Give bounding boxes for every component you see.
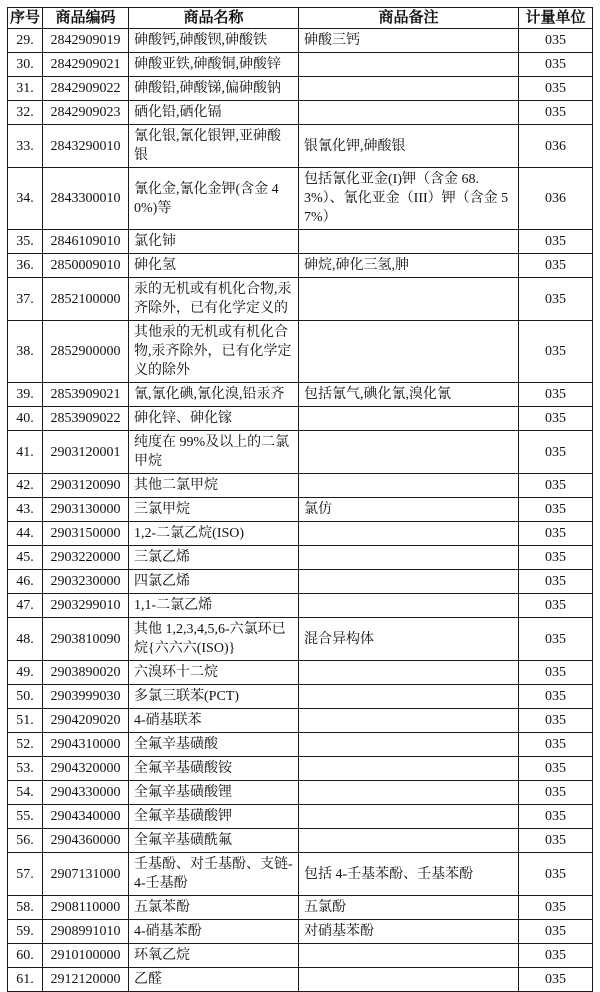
- cell-serial-number: 29.: [8, 29, 43, 53]
- cell-commodity-remark: [299, 805, 519, 829]
- cell-serial-number: 45.: [8, 546, 43, 570]
- cell-commodity-code: 2852100000: [43, 278, 129, 321]
- table-row: [8, 920, 593, 944]
- cell-commodity-remark: [299, 757, 519, 781]
- table-row: [8, 853, 593, 896]
- cell-unit: 035: [519, 101, 593, 125]
- cell-commodity-code: 2903120001: [43, 431, 129, 474]
- cell-commodity-remark: [299, 77, 519, 101]
- cell-commodity-code: 2904310000: [43, 733, 129, 757]
- cell-commodity-remark: [299, 709, 519, 733]
- table-row: [8, 168, 593, 230]
- cell-commodity-name: 全氟辛基磺酸钾: [129, 805, 299, 829]
- cell-commodity-name: 全氟辛基磺酸: [129, 733, 299, 757]
- table-row: [8, 968, 593, 992]
- cell-serial-number: 60.: [8, 944, 43, 968]
- cell-commodity-code: 2842909021: [43, 53, 129, 77]
- cell-commodity-remark: [299, 474, 519, 498]
- cell-commodity-code: 2904209020: [43, 709, 129, 733]
- table-header: [8, 8, 593, 29]
- cell-commodity-name: 硒化铅,硒化镉: [129, 101, 299, 125]
- cell-commodity-name: 氰化银,氰化银钾,亚砷酸银: [129, 125, 299, 168]
- cell-commodity-name: 全氟辛基磺酰氟: [129, 829, 299, 853]
- cell-commodity-code: 2908991010: [43, 920, 129, 944]
- header-commodity-remark: 商品备注: [299, 8, 519, 29]
- table-row: [8, 321, 593, 383]
- cell-commodity-code: 2903230000: [43, 570, 129, 594]
- cell-commodity-name: 全氟辛基磺酸铵: [129, 757, 299, 781]
- cell-unit: 035: [519, 570, 593, 594]
- cell-commodity-name: 壬基酚、对壬基酚、支链-4-壬基酚: [129, 853, 299, 896]
- cell-commodity-name: 三氯甲烷: [129, 498, 299, 522]
- cell-commodity-name: 4-硝基联苯: [129, 709, 299, 733]
- cell-commodity-remark: 包括 4-壬基苯酚、壬基苯酚: [299, 853, 519, 896]
- cell-unit: 035: [519, 77, 593, 101]
- header-unit: 计量单位: [519, 8, 593, 29]
- cell-commodity-name: 氰,氰化碘,氰化溴,铅汞齐: [129, 383, 299, 407]
- cell-commodity-name: 六溴环十二烷: [129, 661, 299, 685]
- cell-commodity-code: 2903150000: [43, 522, 129, 546]
- cell-commodity-remark: 混合异构体: [299, 618, 519, 661]
- cell-serial-number: 54.: [8, 781, 43, 805]
- cell-serial-number: 61.: [8, 968, 43, 992]
- cell-serial-number: 33.: [8, 125, 43, 168]
- cell-commodity-code: 2842909023: [43, 101, 129, 125]
- table-row: [8, 407, 593, 431]
- table-row: [8, 829, 593, 853]
- cell-serial-number: 59.: [8, 920, 43, 944]
- cell-serial-number: 47.: [8, 594, 43, 618]
- cell-serial-number: 49.: [8, 661, 43, 685]
- table-row: [8, 805, 593, 829]
- cell-serial-number: 48.: [8, 618, 43, 661]
- cell-commodity-name: 纯度在 99%及以上的二氯甲烷: [129, 431, 299, 474]
- cell-commodity-code: 2903810090: [43, 618, 129, 661]
- cell-unit: 035: [519, 829, 593, 853]
- cell-serial-number: 32.: [8, 101, 43, 125]
- cell-unit: 035: [519, 53, 593, 77]
- table-row: [8, 53, 593, 77]
- cell-unit: 035: [519, 709, 593, 733]
- table-row: [8, 570, 593, 594]
- cell-serial-number: 41.: [8, 431, 43, 474]
- cell-unit: 035: [519, 431, 593, 474]
- cell-commodity-remark: [299, 781, 519, 805]
- cell-unit: 035: [519, 474, 593, 498]
- cell-commodity-code: 2910100000: [43, 944, 129, 968]
- cell-unit: 035: [519, 383, 593, 407]
- cell-unit: 035: [519, 254, 593, 278]
- table-row: [8, 546, 593, 570]
- cell-commodity-remark: [299, 230, 519, 254]
- cell-commodity-code: 2907131000: [43, 853, 129, 896]
- cell-commodity-code: 2842909019: [43, 29, 129, 53]
- cell-unit: 035: [519, 896, 593, 920]
- cell-commodity-remark: 包括氰化亚金(I)钾（含金 68.3%）、氰化亚金（III）钾（含金 57%）: [299, 168, 519, 230]
- table-row: [8, 709, 593, 733]
- cell-commodity-remark: [299, 685, 519, 709]
- cell-commodity-remark: [299, 522, 519, 546]
- table-row: [8, 431, 593, 474]
- cell-commodity-remark: [299, 53, 519, 77]
- table-row: [8, 125, 593, 168]
- table-row: [8, 101, 593, 125]
- cell-commodity-code: 2850009010: [43, 254, 129, 278]
- cell-serial-number: 56.: [8, 829, 43, 853]
- cell-commodity-name: 四氯乙烯: [129, 570, 299, 594]
- cell-unit: 035: [519, 661, 593, 685]
- cell-serial-number: 43.: [8, 498, 43, 522]
- table-row: [8, 522, 593, 546]
- cell-commodity-name: 氰化金,氰化金钾(含金 40%)等: [129, 168, 299, 230]
- cell-unit: 035: [519, 29, 593, 53]
- cell-commodity-name: 1,1-二氯乙烯: [129, 594, 299, 618]
- table-row: [8, 474, 593, 498]
- cell-commodity-name: 砷化锌、砷化镓: [129, 407, 299, 431]
- cell-commodity-code: 2853909022: [43, 407, 129, 431]
- header-commodity-name: 商品名称: [129, 8, 299, 29]
- cell-commodity-remark: 对硝基苯酚: [299, 920, 519, 944]
- table-row: [8, 230, 593, 254]
- cell-unit: 035: [519, 920, 593, 944]
- cell-commodity-code: 2842909022: [43, 77, 129, 101]
- cell-commodity-code: 2903299010: [43, 594, 129, 618]
- cell-commodity-name: 砷酸钙,砷酸钡,砷酸铁: [129, 29, 299, 53]
- cell-unit: 035: [519, 407, 593, 431]
- cell-commodity-name: 汞的无机或有机化合物,汞齐除外，已有化学定义的: [129, 278, 299, 321]
- cell-commodity-name: 其他 1,2,3,4,5,6-六氯环已烷{六六六(ISO)}: [129, 618, 299, 661]
- cell-commodity-name: 多氯三联苯(PCT): [129, 685, 299, 709]
- cell-serial-number: 58.: [8, 896, 43, 920]
- cell-commodity-code: 2904330000: [43, 781, 129, 805]
- cell-commodity-code: 2852900000: [43, 321, 129, 383]
- cell-serial-number: 51.: [8, 709, 43, 733]
- cell-commodity-remark: [299, 661, 519, 685]
- cell-commodity-remark: 银氰化钾,砷酸银: [299, 125, 519, 168]
- cell-commodity-code: 2843290010: [43, 125, 129, 168]
- cell-unit: 035: [519, 278, 593, 321]
- cell-commodity-code: 2903120090: [43, 474, 129, 498]
- cell-serial-number: 50.: [8, 685, 43, 709]
- cell-commodity-remark: [299, 570, 519, 594]
- cell-serial-number: 52.: [8, 733, 43, 757]
- cell-unit: 035: [519, 546, 593, 570]
- table-row: [8, 757, 593, 781]
- cell-serial-number: 57.: [8, 853, 43, 896]
- cell-commodity-remark: 砷酸三钙: [299, 29, 519, 53]
- cell-commodity-remark: [299, 944, 519, 968]
- cell-commodity-code: 2912120000: [43, 968, 129, 992]
- cell-commodity-name: 氯化铈: [129, 230, 299, 254]
- cell-commodity-code: 2843300010: [43, 168, 129, 230]
- cell-commodity-name: 五氯苯酚: [129, 896, 299, 920]
- header-commodity-code: 商品编码: [43, 8, 129, 29]
- cell-commodity-code: 2903220000: [43, 546, 129, 570]
- cell-commodity-name: 全氟辛基磺酸锂: [129, 781, 299, 805]
- cell-commodity-name: 1,2-二氯乙烷(ISO): [129, 522, 299, 546]
- cell-commodity-name: 砷酸亚铁,砷酸铜,砷酸锌: [129, 53, 299, 77]
- cell-commodity-remark: [299, 829, 519, 853]
- header-serial-number: 序号: [8, 8, 43, 29]
- cell-commodity-name: 砷化氢: [129, 254, 299, 278]
- cell-unit: 036: [519, 125, 593, 168]
- cell-serial-number: 31.: [8, 77, 43, 101]
- cell-commodity-code: 2904340000: [43, 805, 129, 829]
- cell-commodity-remark: [299, 278, 519, 321]
- cell-unit: 035: [519, 853, 593, 896]
- cell-unit: 035: [519, 805, 593, 829]
- cell-commodity-name: 其他汞的无机或有机化合物,汞齐除外，已有化学定义的除外: [129, 321, 299, 383]
- table-row: [8, 594, 593, 618]
- cell-commodity-remark: 氯仿: [299, 498, 519, 522]
- cell-commodity-remark: 五氯酚: [299, 896, 519, 920]
- cell-serial-number: 36.: [8, 254, 43, 278]
- cell-unit: 035: [519, 321, 593, 383]
- cell-unit: 035: [519, 968, 593, 992]
- cell-commodity-name: 环氧乙烷: [129, 944, 299, 968]
- table-row: [8, 896, 593, 920]
- table-row: [8, 618, 593, 661]
- cell-commodity-remark: 包括氰气,碘化氰,溴化氰: [299, 383, 519, 407]
- cell-unit: 035: [519, 594, 593, 618]
- cell-serial-number: 40.: [8, 407, 43, 431]
- cell-unit: 035: [519, 781, 593, 805]
- cell-commodity-name: 乙醛: [129, 968, 299, 992]
- cell-serial-number: 53.: [8, 757, 43, 781]
- table-row: [8, 661, 593, 685]
- table-row: [8, 944, 593, 968]
- cell-commodity-name: 其他二氯甲烷: [129, 474, 299, 498]
- cell-commodity-remark: [299, 407, 519, 431]
- cell-serial-number: 35.: [8, 230, 43, 254]
- header-row: [8, 8, 593, 29]
- table-body: [8, 29, 593, 992]
- cell-unit: 035: [519, 944, 593, 968]
- cell-serial-number: 39.: [8, 383, 43, 407]
- cell-commodity-remark: [299, 321, 519, 383]
- cell-commodity-name: 三氯乙烯: [129, 546, 299, 570]
- table-row: [8, 77, 593, 101]
- table-row: [8, 278, 593, 321]
- cell-serial-number: 55.: [8, 805, 43, 829]
- cell-unit: 035: [519, 498, 593, 522]
- cell-serial-number: 30.: [8, 53, 43, 77]
- cell-serial-number: 44.: [8, 522, 43, 546]
- cell-unit: 036: [519, 168, 593, 230]
- cell-commodity-code: 2853909021: [43, 383, 129, 407]
- cell-serial-number: 46.: [8, 570, 43, 594]
- cell-commodity-code: 2846109010: [43, 230, 129, 254]
- cell-commodity-code: 2908110000: [43, 896, 129, 920]
- cell-commodity-remark: 砷烷,砷化三氢,胂: [299, 254, 519, 278]
- cell-unit: 035: [519, 733, 593, 757]
- cell-commodity-remark: [299, 101, 519, 125]
- cell-commodity-remark: [299, 546, 519, 570]
- table-row: [8, 29, 593, 53]
- cell-commodity-remark: [299, 431, 519, 474]
- cell-commodity-remark: [299, 594, 519, 618]
- cell-unit: 035: [519, 618, 593, 661]
- table-row: [8, 781, 593, 805]
- cell-commodity-code: 2904320000: [43, 757, 129, 781]
- table-row: [8, 733, 593, 757]
- cell-serial-number: 34.: [8, 168, 43, 230]
- cell-commodity-code: 2903130000: [43, 498, 129, 522]
- cell-commodity-code: 2904360000: [43, 829, 129, 853]
- cell-commodity-remark: [299, 733, 519, 757]
- cell-unit: 035: [519, 685, 593, 709]
- table-row: [8, 498, 593, 522]
- cell-commodity-name: 砷酸铅,砷酸锑,偏砷酸钠: [129, 77, 299, 101]
- cell-serial-number: 42.: [8, 474, 43, 498]
- cell-commodity-name: 4-硝基苯酚: [129, 920, 299, 944]
- cell-serial-number: 37.: [8, 278, 43, 321]
- cell-commodity-code: 2903890020: [43, 661, 129, 685]
- table-row: [8, 685, 593, 709]
- table-row: [8, 383, 593, 407]
- cell-unit: 035: [519, 522, 593, 546]
- cell-unit: 035: [519, 230, 593, 254]
- cell-unit: 035: [519, 757, 593, 781]
- cell-commodity-remark: [299, 968, 519, 992]
- commodity-table: [7, 7, 593, 992]
- cell-commodity-code: 2903999030: [43, 685, 129, 709]
- cell-serial-number: 38.: [8, 321, 43, 383]
- table-row: [8, 254, 593, 278]
